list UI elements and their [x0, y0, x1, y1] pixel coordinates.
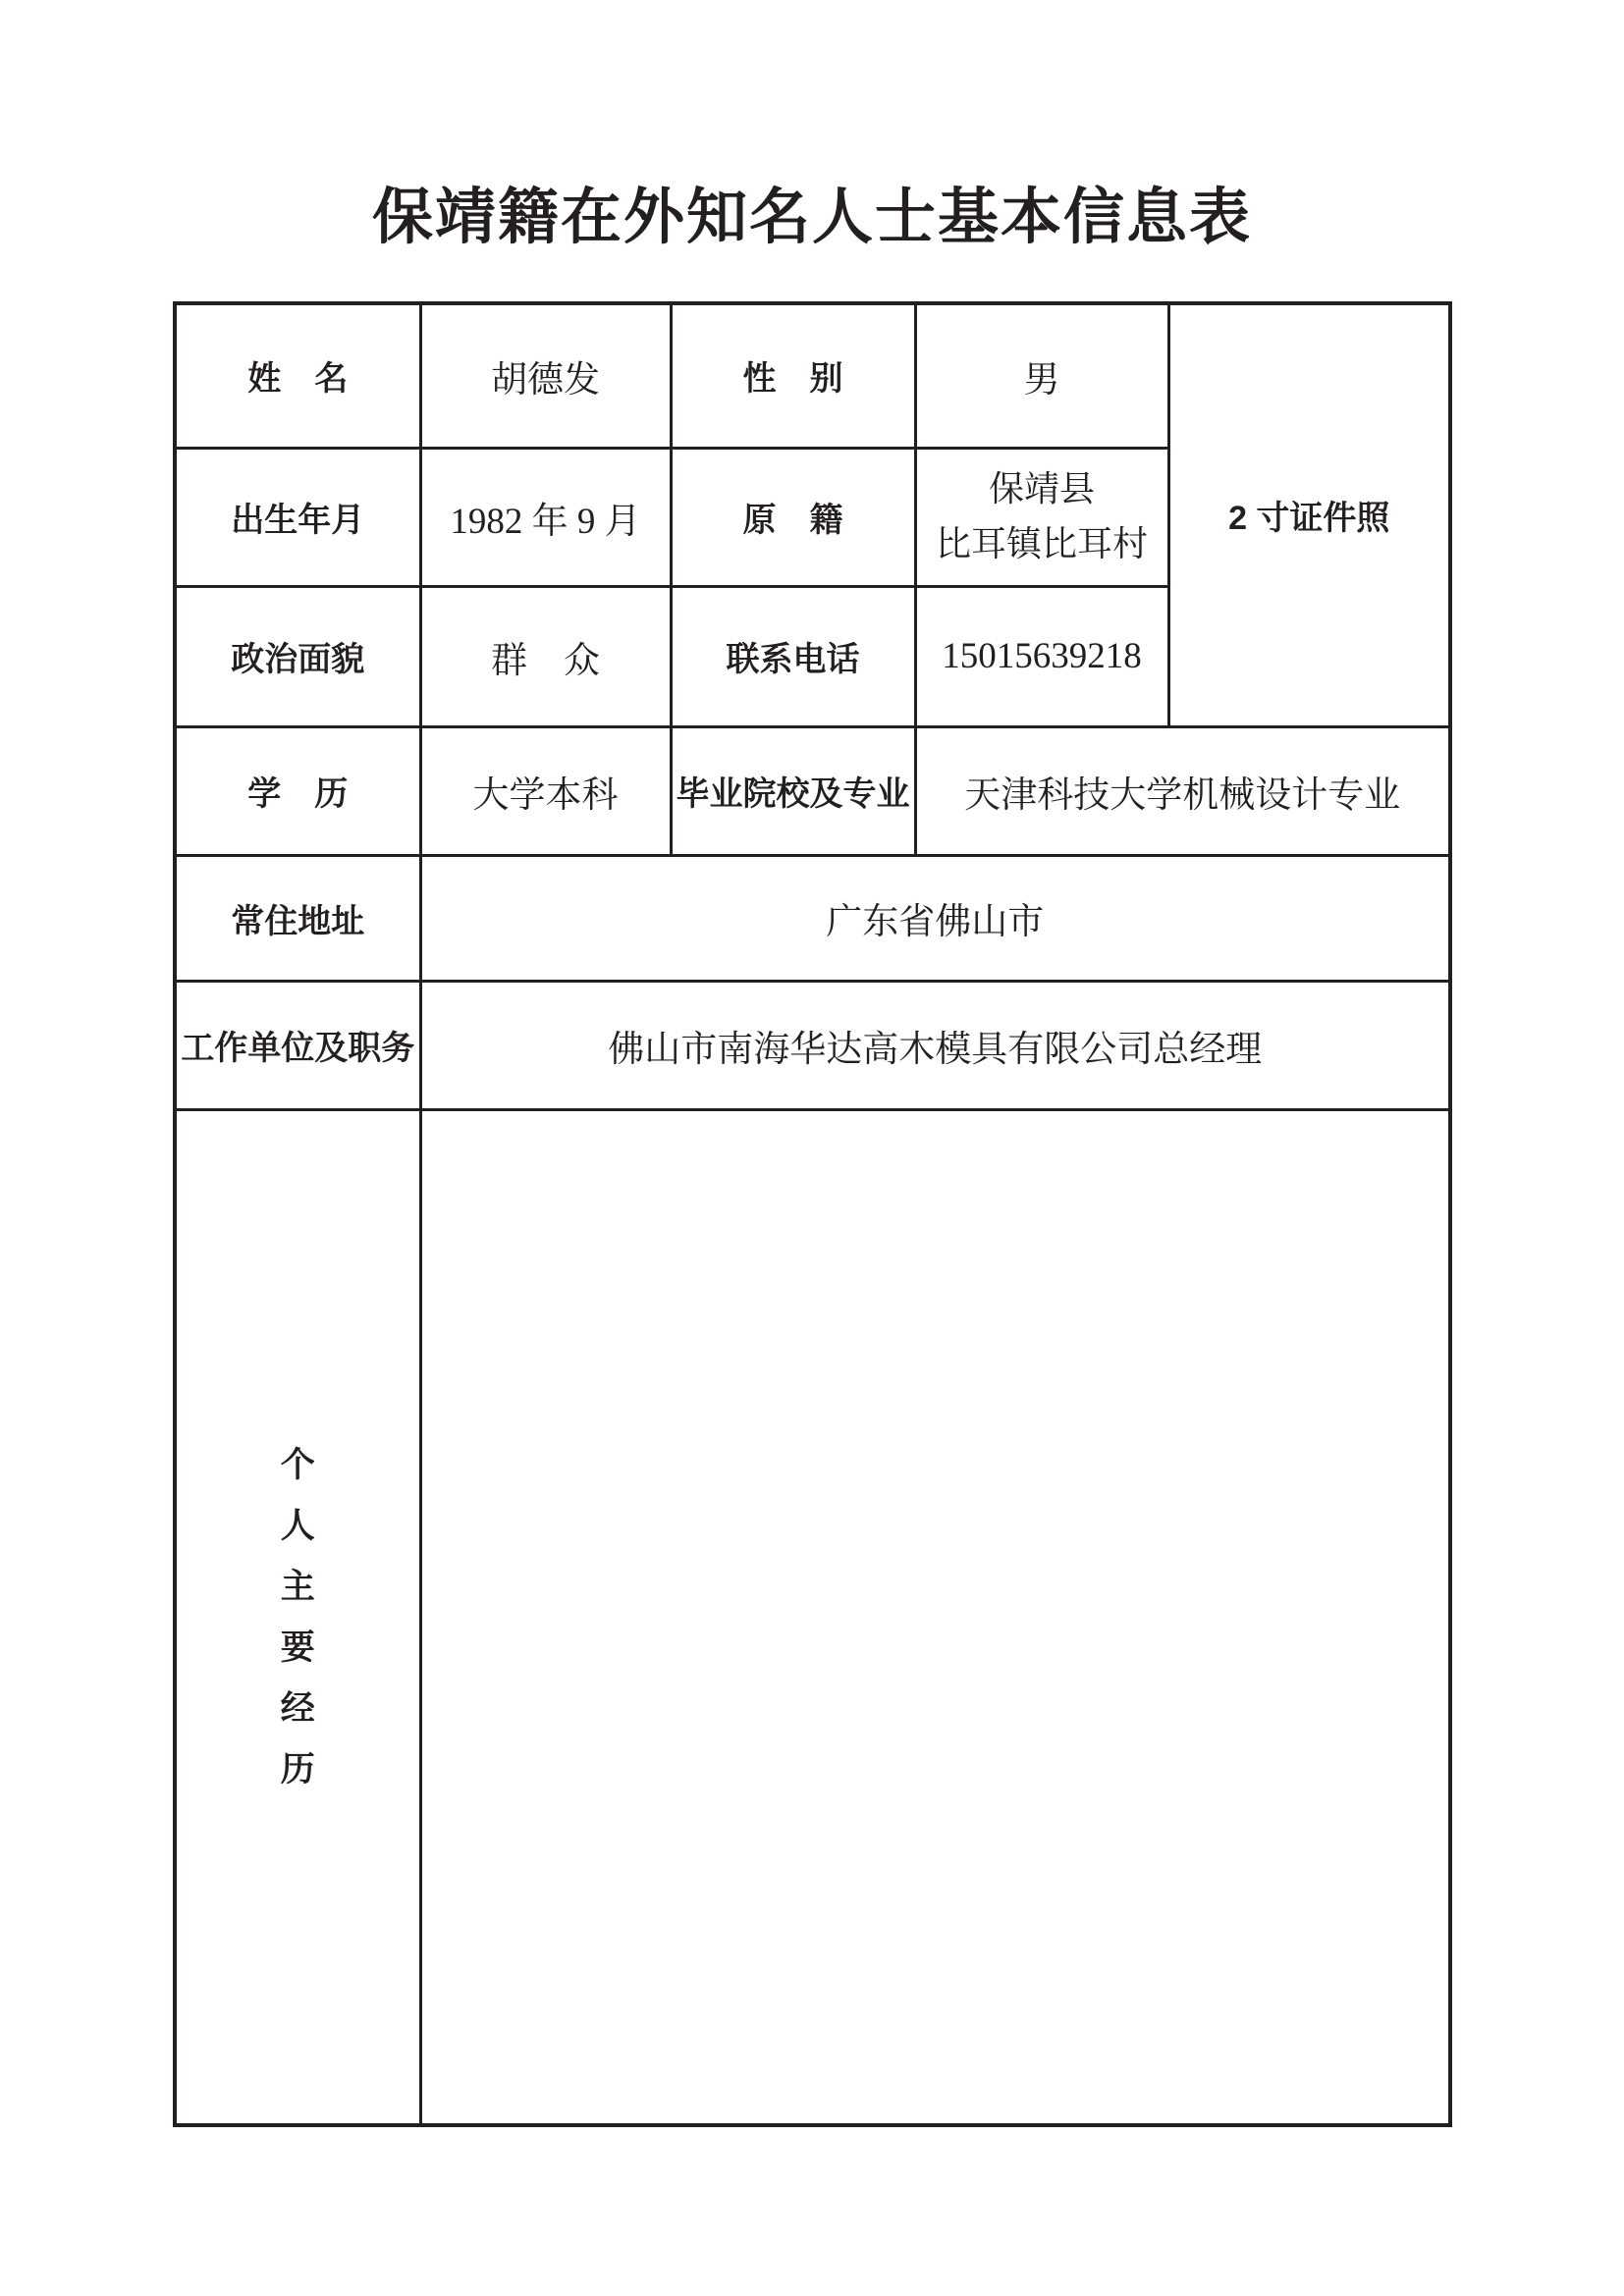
phone-value-cell	[915, 586, 1168, 726]
origin-value-cell	[915, 448, 1168, 586]
origin-value-line2: 比耳镇比耳村	[935, 523, 1148, 563]
education-value-cell	[420, 726, 671, 855]
gender-value-cell	[915, 303, 1168, 448]
gender-label: 性 别	[742, 360, 843, 399]
phone-label-cell	[671, 586, 915, 726]
experience-label-cell	[175, 1109, 420, 2125]
birthdate-value: 1982 年 9 月	[450, 501, 641, 542]
address-value: 广东省佛山市	[826, 902, 1045, 942]
name-label-cell	[175, 303, 420, 448]
name-value-cell	[420, 303, 671, 448]
gender-label-cell	[671, 303, 915, 448]
school-major-label: 毕业院校及专业	[676, 775, 910, 813]
work-title-label-cell	[175, 981, 420, 1109]
address-label: 常住地址	[231, 902, 365, 940]
row-address	[175, 855, 1450, 981]
experience-label-char: 经	[280, 1688, 315, 1728]
birthdate-value-cell	[420, 448, 671, 586]
education-label-cell	[175, 726, 420, 855]
info-table	[173, 301, 1452, 2127]
school-major-value: 天津科技大学机械设计专业	[964, 774, 1401, 816]
row-education-school	[175, 726, 1450, 855]
experience-label-char: 历	[280, 1749, 315, 1789]
experience-label-char: 个	[280, 1445, 315, 1484]
experience-content-cell	[420, 1109, 1450, 2125]
origin-value-line1: 保靖县	[988, 468, 1095, 508]
political-status-value-cell	[420, 586, 671, 726]
origin-label-cell	[671, 448, 915, 586]
work-title-value-cell	[420, 981, 1450, 1109]
work-title-value: 佛山市南海华达高木模具有限公司总经理	[608, 1029, 1263, 1070]
doc-title: 保靖籍在外知名人士基本信息表	[371, 185, 1252, 251]
political-status-label-cell	[175, 586, 420, 726]
name-value: 胡德发	[491, 359, 600, 400]
political-status-value: 群 众	[491, 640, 600, 681]
political-status-label: 政治面貌	[231, 641, 365, 678]
education-value: 大学本科	[472, 774, 619, 816]
education-label: 学 历	[247, 775, 349, 813]
origin-value	[923, 462, 1162, 572]
school-major-label-cell	[671, 726, 915, 855]
experience-label	[183, 1445, 413, 1789]
address-label-cell	[175, 855, 420, 981]
row-work	[175, 981, 1450, 1109]
name-label: 姓 名	[247, 360, 349, 399]
gender-value: 男	[1023, 359, 1060, 400]
phone-value: 15015639218	[942, 636, 1142, 676]
school-major-value-cell	[915, 726, 1450, 855]
row-name-gender	[175, 303, 1450, 448]
experience-label-char: 主	[280, 1567, 315, 1606]
origin-label: 原 籍	[742, 502, 843, 539]
photo-placeholder-label: 2 寸证件照	[1228, 500, 1390, 538]
phone-label: 联系电话	[726, 641, 860, 678]
photo-placeholder-cell	[1168, 303, 1450, 726]
birthdate-label: 出生年月	[231, 502, 365, 539]
row-experience	[175, 1109, 1450, 2125]
experience-label-char: 要	[280, 1628, 315, 1667]
address-value-cell	[420, 855, 1450, 981]
work-title-label: 工作单位及职务	[181, 1030, 415, 1067]
birthdate-label-cell	[175, 448, 420, 586]
experience-label-char: 人	[280, 1506, 315, 1545]
